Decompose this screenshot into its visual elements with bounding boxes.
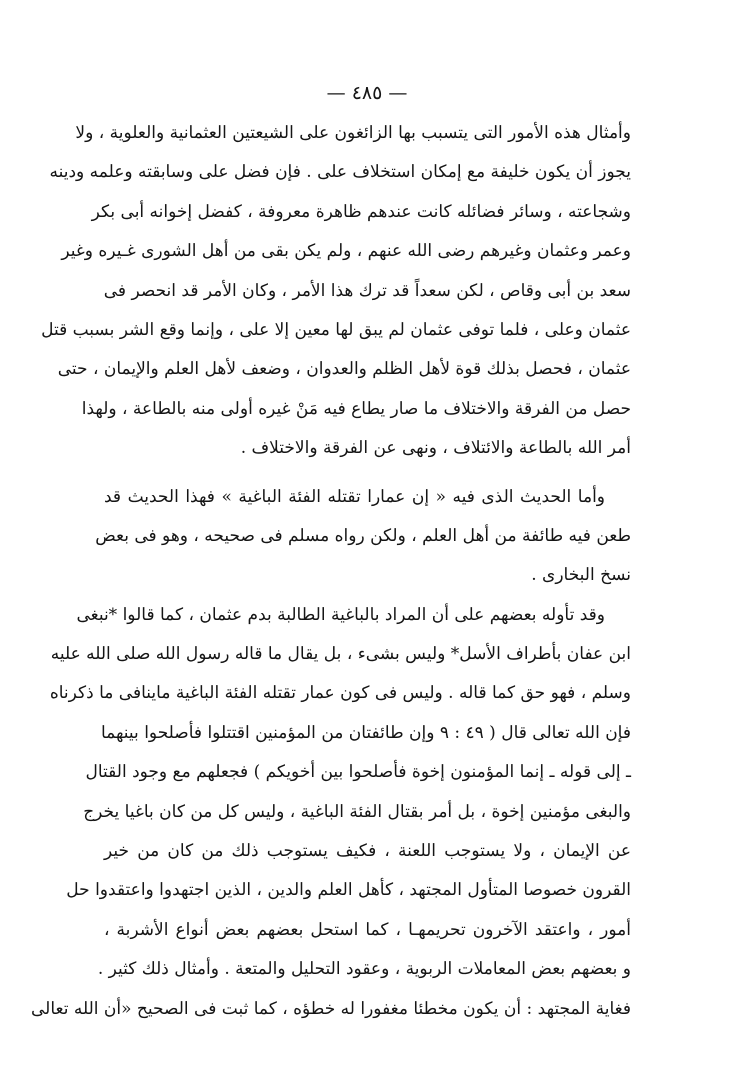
text-line: وأمثال هذه الأمور التى يتسبب بها الزائغون على الشيعتين العثمانية والعلوية ، ولا <box>75 123 631 143</box>
text-line: والبغى مؤمنين إخوة ، بل أمر بقتال الفئة الباغية ، وليس كل من كان باغيا يخرج <box>83 801 631 822</box>
text-line: و بعضهم بعض المعاملات الربوية ، وعقود التحليل والمتعة . وأمثال ذلك كثير . <box>97 959 631 980</box>
text-line: وسلم ، فهو حق كما قاله . وليس فى كون عمار تقتله الفئة الباغية ماينافى ما ذكرناه <box>49 683 631 704</box>
text-line: حصل من الفرقة والاختلاف ما صار يطاع فيه مَنْ غيره أولى منه بالطاعة ، ولهذا <box>81 398 631 419</box>
text-line: عثمان وعلى ، فلما توفى عثمان لم يبق لها معين إلا على ، وإنما وقع الشر بسبب قتل <box>41 319 631 340</box>
text-line: فإن الله تعالى قال ( ٤٩ : ٩ وإن طائفتان من المؤمنين اقتتلوا فأصلحوا بينهما <box>100 722 631 743</box>
text-line: نسخ البخارى . <box>531 565 631 586</box>
text-line: عثمان ، فحصل بذلك قوة لأهل الظلم والعدوان ، وضعف لأهل العلم والإيمان ، حتى <box>57 359 631 380</box>
text-line: عن الإيمان ، ولا يستوجب اللعنة ، فكيف يستوجب ذلك من كان من خير <box>104 841 631 862</box>
text-line: سعد بن أبى وقاص ، لكن سعداً قد ترك هذا الأمر ، وكان الأمر قد انحصر فى <box>103 280 631 301</box>
body-text <box>31 114 631 1029</box>
text-line: فغاية المجتهد : أن يكون مخطئا مغفورا له خطؤه ، كما ثبت فى الصحيح «أن الله تعالى <box>31 998 631 1019</box>
text-line: القرون خصوصا المتأول المجتهد ، كأهل العلم والدين ، الذين اجتهدوا واعتقدوا حل <box>66 880 631 901</box>
text-line: وعمر وعثمان وغيرهم رضى الله عنهم ، ولم يكن بقى من أهل الشورى غـيره وغير <box>61 241 631 262</box>
text-line: وشجاعته ، وسائر فضائله كانت عندهم ظاهرة معروفة ، كفضل إخوانه أبى بكر <box>91 201 631 222</box>
text-line: أمور ، واعتقد الآخرون تحريمهـا ، كما استحل بعضهم بعض أنواع الأشربة ، <box>104 919 631 940</box>
text-line: أمر الله بالطاعة والائتلاف ، ونهى عن الفرقة والاختلاف . <box>240 438 631 459</box>
text-line: ـ إلى قوله ـ إنما المؤمنون إخوة فأصلحوا بين أخويكم ) فجعلهم مع وجود القتال <box>85 762 631 783</box>
text-line: طعن فيه طائفة من أهل العلم ، ولكن رواه مسلم فى صحيحه ، وهو فى بعض <box>95 525 631 546</box>
text-line: وقد تأوله بعضهم على أن المراد بالباغية الطالبة بدم عثمان ، كما قالوا *نبغى <box>76 604 605 625</box>
page-number: — ٤٨٥ — <box>326 82 408 104</box>
text-line: يجوز أن يكون خليفة مع إمكان استخلاف على . فإن فضل على وسابقته وعلمه ودينه <box>49 162 631 183</box>
text-line: ابن عفان بأطراف الأسل* وليس بشىء ، بل يقال ما قاله رسول الله صلى الله عليه <box>50 644 631 665</box>
text-line: وأما الحديث الذى فيه « إن عمارا تقتله الفئة الباغية » فهذا الحديث قد <box>104 486 605 507</box>
